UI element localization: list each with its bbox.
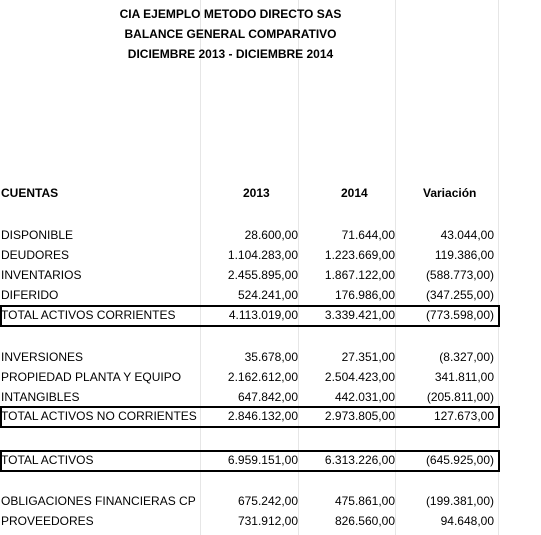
column-header-variacion: Variación (423, 186, 477, 200)
value-2014: 176.986,00 (334, 288, 395, 302)
value-2013: 2.162.612,00 (227, 370, 298, 384)
table-row (0, 347, 541, 367)
table-row (0, 367, 541, 387)
account-name: DISPONIBLE (1, 228, 74, 242)
company-title: CIA EJEMPLO METODO DIRECTO SAS (119, 7, 342, 21)
value-2014: 71.644,00 (341, 228, 395, 242)
value-2014: 475.861,00 (334, 494, 395, 508)
value-2013: 6.959.151,00 (227, 453, 298, 467)
account-name: DIFERIDO (1, 288, 59, 302)
value-variacion: 127.673,00 (433, 409, 494, 423)
table-row (0, 511, 541, 531)
value-2013: 1.104.283,00 (227, 248, 298, 262)
value-variacion: (588.773,00) (425, 268, 494, 282)
value-variacion: 43.044,00 (440, 228, 494, 242)
account-name: INTANGIBLES (1, 390, 80, 404)
table-row (0, 387, 541, 407)
value-2014: 1.867.122,00 (324, 268, 395, 282)
value-2014: 6.313.226,00 (324, 453, 395, 467)
value-2013: 35.678,00 (244, 350, 298, 364)
account-name: TOTAL ACTIVOS (1, 453, 94, 467)
value-2014: 27.351,00 (341, 350, 395, 364)
value-2013: 28.600,00 (244, 228, 298, 242)
value-variacion: (205.811,00) (426, 390, 494, 404)
total-row (0, 305, 541, 325)
value-variacion: (199.381,00) (425, 494, 494, 508)
column-header-cuentas: CUENTAS (1, 186, 59, 200)
value-variacion: (773.598,00) (425, 308, 494, 322)
table-row (0, 225, 541, 245)
value-2014: 2.504.423,00 (324, 370, 395, 384)
value-2013: 2.846.132,00 (227, 409, 298, 423)
table-row (0, 285, 541, 305)
value-variacion: 341.811,00 (434, 370, 494, 384)
table-row (0, 491, 541, 511)
value-2014: 1.223.669,00 (324, 248, 395, 262)
value-2013: 675.242,00 (237, 494, 298, 508)
account-name: PROPIEDAD PLANTA Y EQUIPO (1, 370, 182, 384)
value-2014: 442.031,00 (334, 390, 395, 404)
value-2013: 4.113.019,00 (228, 308, 298, 322)
value-2014: 2.973.805,00 (324, 409, 395, 423)
account-name: INVENTARIOS (1, 268, 82, 282)
report-period: DICIEMBRE 2013 - DICIEMBRE 2014 (127, 47, 334, 61)
value-variacion: 94.648,00 (440, 514, 494, 528)
report-title: BALANCE GENERAL COMPARATIVO (124, 27, 337, 41)
table-row (0, 245, 541, 265)
account-name: TOTAL ACTIVOS NO CORRIENTES (1, 409, 197, 423)
value-2014: 826.560,00 (334, 514, 395, 528)
column-header-2013: 2013 (243, 186, 270, 200)
account-name: OBLIGACIONES FINANCIERAS CP (1, 494, 196, 508)
total-row (0, 450, 541, 470)
value-variacion: (8.327,00) (439, 350, 494, 364)
table-row (0, 265, 541, 285)
account-name: PROVEEDORES (1, 514, 94, 528)
value-2013: 2.455.895,00 (227, 268, 298, 282)
value-variacion: (645.925,00) (425, 453, 494, 467)
total-row (0, 406, 541, 426)
value-variacion: (347.255,00) (425, 288, 494, 302)
account-name: TOTAL ACTIVOS CORRIENTES (1, 308, 176, 322)
account-name: INVERSIONES (1, 350, 84, 364)
column-header-2014: 2014 (341, 186, 368, 200)
value-2013: 524.241,00 (237, 288, 298, 302)
value-2013: 731.912,00 (237, 514, 298, 528)
account-name: DEUDORES (1, 248, 70, 262)
value-variacion: 119.386,00 (434, 248, 494, 262)
value-2013: 647.842,00 (237, 390, 298, 404)
value-2014: 3.339.421,00 (324, 308, 395, 322)
